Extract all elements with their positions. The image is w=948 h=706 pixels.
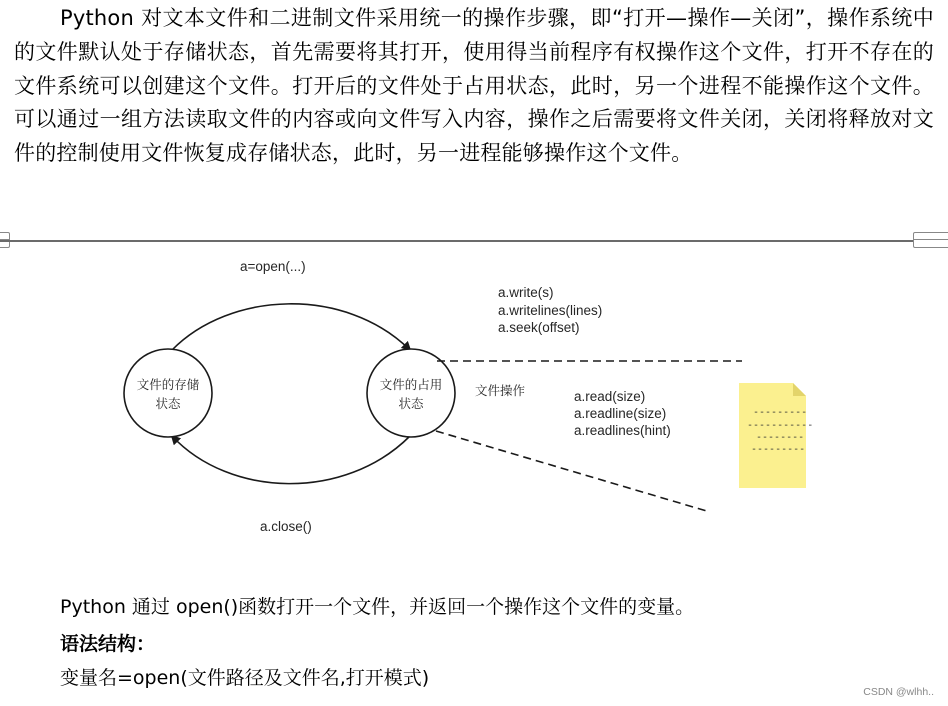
read-dashed-line [436,431,710,512]
open-label: a=open(...) [240,259,306,274]
write-method: a.writelines(lines) [498,303,603,318]
open-arrow [172,304,410,350]
document-line: --------- [753,407,808,418]
file-ops-label: 文件操作 [475,383,526,398]
syntax-line: 变量名=open(文件路径及文件名,打开模式) [60,667,430,689]
stored-state-label-line1: 文件的存储 [136,377,200,392]
read-method: a.readlines(hint) [574,423,671,438]
write-method: a.seek(offset) [498,320,580,335]
open-sentence: Python 通过 open()函数打开一个文件，并返回一个操作这个文件的变量。 [60,596,695,618]
document-icon [739,383,813,488]
read-method: a.readline(size) [574,406,667,421]
document-line: ----------- [747,420,814,431]
syntax-heading: 语法结构： [60,633,156,655]
watermark: CSDN @wlhh.. [863,686,934,698]
stored-state-circle [124,349,212,437]
document-line: -------- [756,432,805,443]
close-label: a.close() [260,519,312,534]
stored-state-label-line2: 状态 [155,396,181,411]
read-method: a.read(size) [574,389,646,404]
close-arrow [172,436,410,484]
document-line: --------- [751,444,806,455]
page-break-line [0,240,948,242]
intro-paragraph: Python 对文本文件和二进制文件采用统一的操作步骤，即“打开—操作—关闭”，操作系统中的文件默认处于存储状态，首先需要将其打开，使用得当前程序有权操作这个文件，打开不存在的文件系统可以创建这个文件。打开后的文件处于占用状态，此时，另一个进程不能操作这个文件。可以通过一组方法读取文件的内容或向文件写入内容，操作之后需要将文件关闭，关闭将释放对文件的控制使用文件恢复成存储状态，此时，另一进程能够操作这个文件。 [14,6,934,166]
occupied-state-circle [367,349,455,437]
file-state-diagram [0,246,948,576]
occupied-state-label-line1: 文件的占用 [379,377,443,392]
write-method: a.write(s) [498,285,554,300]
occupied-state-label-line2: 状态 [398,396,424,411]
